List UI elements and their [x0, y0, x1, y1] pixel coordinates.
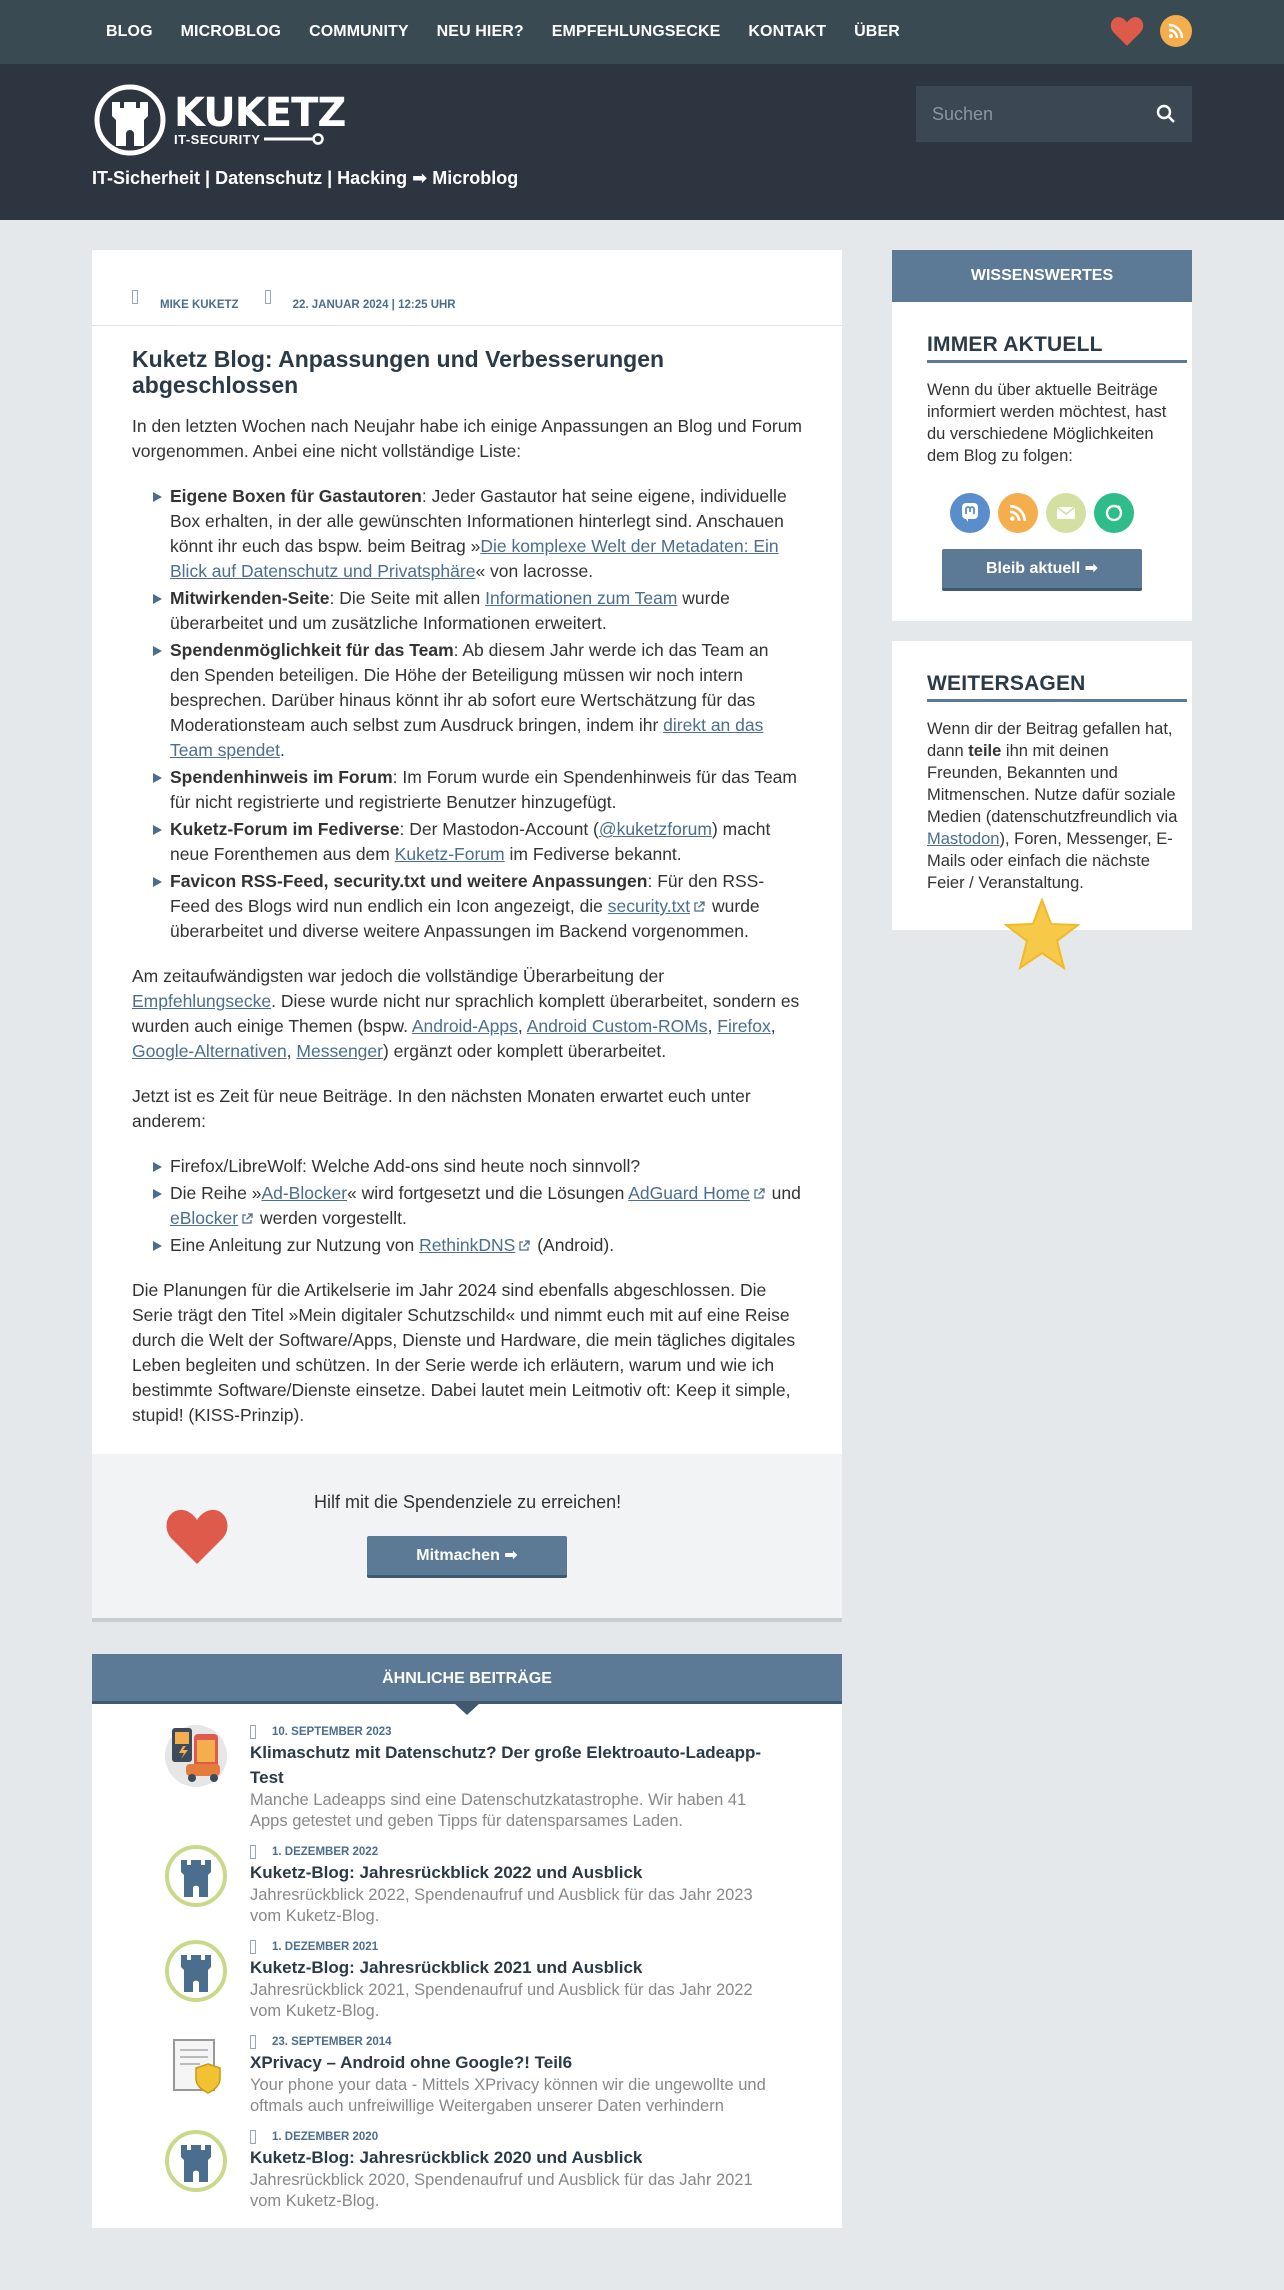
list-item	[170, 765, 802, 815]
site-logo[interactable]	[92, 84, 345, 156]
castle-icon	[164, 1844, 228, 1908]
search-input[interactable]	[932, 104, 1152, 125]
list-item	[170, 638, 802, 763]
list-item-text: : Im Forum wurde ein Spendenhinweis für das Team für nicht registrierte und registrierte Benutzer hinzugefügt.	[170, 767, 797, 812]
related-post-title[interactable]: Kuketz-Blog: Jahresrückblick 2022 und Ausblick	[250, 1863, 643, 1882]
related-post-title[interactable]: Klimaschutz mit Datenschutz? Der große Elektroauto-Ladeapp-Test	[250, 1743, 762, 1787]
donate-box	[92, 1454, 842, 1622]
rss-icon[interactable]	[1160, 15, 1192, 47]
donate-text: Hilf mit die Spendenziele zu erreichen!	[314, 1492, 622, 1512]
related-post-date: 1. DEZEMBER 2022	[272, 1846, 379, 1858]
site-tagline: IT-Sicherheit | Datenschutz | Hacking ➡ Microblog	[92, 168, 519, 188]
site-header	[0, 64, 1284, 220]
list-item-text: « von lacrosse.	[475, 561, 594, 581]
list-item-text: .	[279, 740, 285, 760]
related-post-desc: Jahresrückblick 2022, Spendenaufruf und Ausblick für das Jahr 2023 vom Kuketz-Blog.	[250, 1886, 753, 1925]
article-author[interactable]: MIKE KUKETZ	[160, 299, 239, 311]
android-apps-link[interactable]: Android-Apps	[411, 1016, 518, 1036]
main-column	[92, 250, 842, 2228]
separator: ,	[286, 1041, 297, 1061]
article-paragraph: Die Planungen für die Artikelserie im Jahr 2024 sind ebenfalls abgeschlossen. Die Serie trägt den Titel »Mein digitaler Schutzschild« und nimmt euch mit auf eine Reise durch die Welt der Software/Apps, Dienste und Hardware, die mein tägliches digitales Leben begleiten und schützen. In der Serie werde ich erläutern, warum und wie ich bestimmte Software/Dienste einsetze. Dabei lautet mein Leitmotiv oft: Keep it simple, stupid! (KISS-Prinzip).	[132, 1280, 796, 1425]
related-post-date: 10. SEPTEMBER 2023	[272, 1726, 392, 1738]
nav-community[interactable]: COMMUNITY	[309, 23, 409, 40]
top-navigation	[0, 0, 1284, 64]
related-post-title[interactable]: Kuketz-Blog: Jahresrückblick 2020 und Ausblick	[250, 2148, 643, 2167]
list-item: Firefox/LibreWolf: Welche Add-ons sind heute noch sinnvoll?	[170, 1154, 802, 1179]
nav-right-icons	[1110, 14, 1192, 48]
follow-widget	[892, 250, 1192, 621]
widget-text: Wenn du über aktuelle Beiträge informiert werden möchtest, hast du verschiedene Möglichkeiten dem Blog zu folgen:	[927, 381, 1167, 465]
newsletter-sync-icon[interactable]	[1094, 493, 1134, 533]
list-item-title: Eigene Boxen für Gastautoren	[170, 486, 422, 506]
list-item-text: : Die Seite mit allen	[329, 588, 486, 608]
article-date: 22. JANUAR 2024 | 12:25 UHR	[292, 299, 456, 311]
related-post-date: 1. DEZEMBER 2020	[272, 2131, 379, 2143]
upcoming-list	[170, 1154, 802, 1258]
android-roms-link[interactable]: Android Custom-ROMs	[526, 1016, 708, 1036]
google-alternativen-link[interactable]: Google-Alternativen	[132, 1041, 287, 1061]
list-item-title: Spendenhinweis im Forum	[170, 767, 393, 787]
related-post[interactable]	[164, 2034, 842, 2117]
article-intro: In den letzten Wochen nach Neujahr habe ich einige Anpassungen an Blog und Forum vorgenommen. Anbei eine nicht vollständige Liste:	[132, 416, 802, 461]
heart-icon[interactable]	[1110, 14, 1144, 48]
list-item-title: Kuketz-Forum im Fediverse	[170, 819, 400, 839]
logo-wordmark: KUKETZ	[174, 89, 346, 136]
list-item-text: (Android).	[532, 1235, 615, 1255]
list-item	[170, 1233, 802, 1258]
nav-neu-hier[interactable]: NEU HIER?	[436, 23, 524, 40]
document-shield-icon	[164, 2034, 228, 2098]
paragraph-text: Am zeitaufwändigsten war jedoch die vollständige Überarbeitung der	[132, 966, 665, 986]
list-item	[170, 586, 802, 636]
list-item-text: werden vorgestellt.	[255, 1208, 407, 1228]
castle-logo-icon	[92, 84, 168, 156]
list-item	[170, 484, 802, 584]
list-item-text: wurde überarbeitet und diverse weitere Anpassungen im Backend vorgenommen.	[170, 896, 760, 941]
heart-icon	[164, 1506, 230, 1566]
article	[92, 250, 842, 1622]
external-link-icon	[753, 1188, 765, 1200]
paragraph-text: . Diese wurde nicht nur sprachlich komplett überarbeitet, sondern es wurden auch einige Themen (bspw.	[132, 991, 800, 1036]
list-item-title: Mitwirkenden-Seite	[170, 588, 330, 608]
castle-icon	[164, 1939, 228, 2003]
nav-empfehlungsecke[interactable]: EMPFEHLUNGSECKE	[551, 23, 721, 40]
external-link-icon	[241, 1213, 253, 1225]
separator: ,	[517, 1016, 527, 1036]
article-paragraph	[132, 964, 802, 1064]
key-line-icon	[264, 132, 324, 146]
widget-title: IMMER AKTUELL	[927, 334, 1187, 363]
adguard-home-link[interactable]: AdGuard Home	[628, 1183, 750, 1203]
widget-title: WEITERSAGEN	[927, 673, 1187, 702]
paragraph-text: ) ergänzt oder komplett überarbeitet.	[382, 1041, 667, 1061]
logo-subtitle: IT-SECURITY	[174, 131, 261, 147]
team-info-link[interactable]: Informationen zum Team	[485, 588, 678, 608]
calendar-icon	[250, 1845, 256, 1859]
donate-button[interactable]: Mitmachen ➡	[367, 1536, 567, 1578]
list-item-text: « wird fortgesetzt und die Lösungen	[347, 1183, 629, 1203]
firefox-link[interactable]: Firefox	[717, 1016, 771, 1036]
related-post[interactable]	[164, 2129, 842, 2212]
external-link-icon	[693, 901, 705, 913]
star-icon	[1004, 898, 1080, 970]
ev-charging-icon	[164, 1724, 228, 1788]
separator: ,	[707, 1016, 718, 1036]
related-post-desc: Your phone your data - Mittels XPrivacy können wir die ungewollte und oftmals auch unfreiwillige Weitergaben unserer Daten verhindern	[250, 2076, 766, 2115]
related-post-date: 23. SEPTEMBER 2014	[272, 2036, 392, 2048]
widget-text-part: Wenn dir der Beitrag gefallen hat, dann	[927, 720, 1173, 760]
related-post-desc: Manche Ladeapps sind eine Datenschutzkatastrophe. Wir haben 41 Apps getestet und geben Tipps für datensparsames Laden.	[250, 1791, 747, 1830]
article-body	[92, 326, 842, 1454]
article-meta	[92, 250, 842, 326]
kuketz-forum-link[interactable]: Kuketz-Forum	[394, 844, 505, 864]
list-item-title: Favicon RSS-Feed, security.txt und weitere Anpassungen	[170, 871, 648, 891]
list-item-text: : Der Mastodon-Account (	[399, 819, 599, 839]
related-post-title[interactable]: XPrivacy – Android ohne Google?! Teil6	[250, 2053, 573, 2072]
related-post-desc: Jahresrückblick 2020, Spendenaufruf und Ausblick für das Jahr 2021 vom Kuketz-Blog.	[250, 2171, 753, 2210]
metadaten-link[interactable]: Die komplexe Welt der Metadaten: Ein Blick auf Datenschutz und Privatsphäre	[170, 536, 779, 581]
article-title: Kuketz Blog: Anpassungen und Verbesserungen abgeschlossen	[132, 346, 665, 398]
related-posts-header: ÄHNLICHE BEITRÄGE	[92, 1654, 842, 1704]
follow-button[interactable]: Bleib aktuell ➡	[942, 549, 1142, 591]
list-item-text: im Fediverse bekannt.	[504, 844, 682, 864]
eblocker-link[interactable]: eBlocker	[170, 1208, 239, 1228]
kuketzforum-mastodon-link[interactable]: @kuketzforum	[598, 819, 712, 839]
empfehlungsecke-link[interactable]: Empfehlungsecke	[132, 991, 272, 1011]
share-widget	[892, 641, 1192, 930]
sidebar	[892, 250, 1192, 950]
related-post-title[interactable]: Kuketz-Blog: Jahresrückblick 2021 und Ausblick	[250, 1958, 643, 1977]
sidebar-top-label: WISSENSWERTES	[892, 250, 1192, 302]
widget-text-part: ), Foren, Messenger, E-Mails oder einfach die nächste Feier / Veranstaltung.	[927, 830, 1173, 892]
list-item-text: Eine Anleitung zur Nutzung von	[170, 1235, 420, 1255]
calendar-icon	[250, 1725, 256, 1739]
related-posts-list	[92, 1704, 842, 2228]
list-item	[170, 1181, 802, 1231]
user-icon	[132, 290, 138, 304]
mastodon-link[interactable]: Mastodon	[927, 830, 1000, 848]
nav-kontakt[interactable]: KONTAKT	[748, 23, 827, 40]
calendar-icon	[250, 1940, 256, 1954]
widget-text-bold: teile	[968, 742, 1002, 760]
rethinkdns-link[interactable]: RethinkDNS	[419, 1235, 516, 1255]
nav-blog[interactable]: BLOG	[106, 23, 153, 40]
widget-text-part: ihn mit deinen Freunden, Bekannten und Mitmenschen. Nutze dafür soziale Medien (datenschutzfreundlich via	[927, 742, 1178, 826]
ad-blocker-link[interactable]: Ad-Blocker	[261, 1183, 348, 1203]
calendar-icon	[265, 290, 271, 304]
list-item-text: ) macht neue Forenthemen aus dem	[170, 819, 771, 864]
calendar-icon	[250, 2035, 256, 2049]
castle-icon	[164, 2129, 228, 2193]
list-item-text: : Jeder Gastautor hat seine eigene, individuelle Box erhalten, in der alle gewünschten Informationen hinterlegt sind. Anschauen könnt ihr euch das bspw. beim Beitrag »	[170, 486, 787, 556]
email-icon[interactable]	[1046, 493, 1086, 533]
related-posts	[92, 1654, 842, 2228]
mastodon-icon[interactable]	[950, 493, 990, 533]
changes-list	[170, 484, 802, 944]
external-link-icon	[518, 1240, 530, 1252]
team-donate-link[interactable]: direkt an das Team spendet	[170, 715, 764, 760]
nav-ueber[interactable]: ÜBER	[854, 23, 900, 40]
list-item	[170, 817, 802, 867]
nav-microblog[interactable]: MICROBLOG	[180, 23, 282, 40]
related-post[interactable]	[164, 1724, 842, 1832]
separator: ,	[770, 1016, 776, 1036]
widget-text	[927, 718, 1187, 894]
list-item-text: wurde überarbeitet und um zusätzliche Informationen erweitert.	[170, 588, 730, 633]
list-item-text: : Ab diesem Jahr werde ich das Team an den Spenden beteiligen. Die Höhe der Beteiligung müssen wir noch intern besprechen. Darüber hinaus könnt ihr ab sofort eure Wertschätzung für das Moderationsteam auch selbst zum Ausdruck bringen, indem ihr	[170, 640, 769, 735]
related-post-desc: Jahresrückblick 2021, Spendenaufruf und Ausblick für das Jahr 2022 vom Kuketz-Blog.	[250, 1981, 753, 2020]
rss-icon[interactable]	[998, 493, 1038, 533]
list-item-text: : Für den RSS-Feed des Blogs wird nun endlich ein Icon angezeigt, die	[170, 871, 765, 916]
messenger-link[interactable]: Messenger	[296, 1041, 383, 1061]
search-icon[interactable]	[1156, 104, 1176, 124]
related-post-date: 1. DEZEMBER 2021	[272, 1941, 379, 1953]
list-item-title: Spendenmöglichkeit für das Team	[170, 640, 454, 660]
list-item-text: Die Reihe »	[170, 1183, 262, 1203]
list-item-text: und	[766, 1183, 801, 1203]
list-item	[170, 869, 802, 944]
article-paragraph: Jetzt ist es Zeit für neue Beiträge. In den nächsten Monaten erwartet euch unter anderem:	[132, 1086, 751, 1131]
calendar-icon	[250, 2130, 256, 2144]
follow-icons	[927, 493, 1187, 533]
security-txt-link[interactable]: security.txt	[607, 896, 691, 916]
search-box	[916, 86, 1192, 142]
related-post[interactable]	[164, 1844, 842, 1927]
related-post[interactable]	[164, 1939, 842, 2022]
